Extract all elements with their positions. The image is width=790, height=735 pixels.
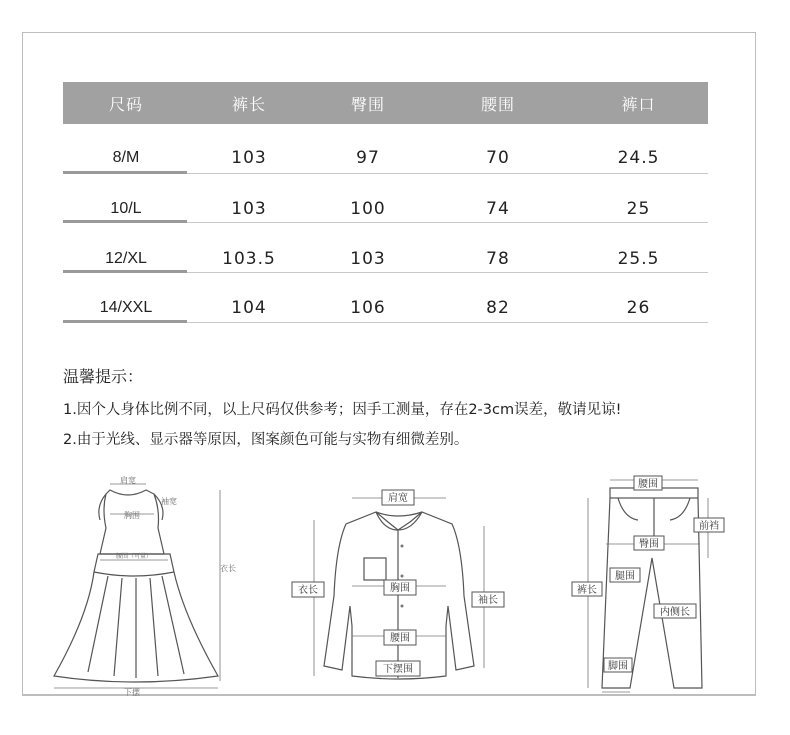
cell-size: 8/M [112, 149, 140, 166]
cell-leg-opening: 26 [626, 298, 651, 318]
row-size-underline [63, 171, 187, 174]
cell-hip: 103 [350, 249, 386, 269]
shirt-label-sleeve: 袖长 [478, 595, 498, 606]
cell-hip: 106 [350, 298, 386, 318]
dress-label-chest: 胸围 [124, 511, 140, 520]
cell-leg-opening: 24.5 [617, 148, 660, 168]
tip-line-1: 1.因个人身体比例不同，以上尺码仅供参考；因手工测量，存在2-3cm误差，敬请见谅! [63, 402, 622, 418]
cell-size: 12/XL [105, 250, 147, 267]
row-size-underline [63, 320, 187, 323]
pants-label-thigh: 腿围 [615, 571, 635, 582]
cell-pants-length: 103 [231, 148, 267, 168]
cell-leg-opening: 25 [626, 199, 651, 219]
shirt-label-waist: 腰围 [390, 633, 410, 644]
cell-waist: 70 [486, 148, 510, 168]
dress-label-hem: 下摆 [124, 688, 140, 697]
pants-label-inseam: 内侧长 [660, 607, 690, 618]
cell-leg-opening: 25.5 [617, 249, 660, 269]
cell-hip: 97 [356, 148, 380, 168]
pants-label-hip: 臀围 [639, 539, 659, 550]
size-table-header [63, 82, 708, 124]
dress-label-side: 袖宽 [161, 497, 177, 506]
header-size: 尺码 [108, 94, 143, 114]
cell-size: 10/L [110, 200, 142, 217]
cell-pants-length: 104 [231, 298, 267, 318]
pants-label-length: 裤长 [577, 585, 597, 596]
tips-title: 温馨提示： [63, 367, 144, 386]
shirt-label-shoulder: 肩宽 [388, 493, 408, 504]
header-leg-opening: 裤口 [621, 94, 656, 114]
pants-diagram [568, 474, 738, 694]
cell-pants-length: 103 [231, 199, 267, 219]
dress-label-waist: 腰围（可量） [115, 553, 153, 560]
cell-waist: 82 [486, 298, 510, 318]
pants-label-waist: 腰围 [638, 479, 658, 490]
cell-hip: 100 [350, 199, 386, 219]
shirt-label-chest: 胸围 [390, 583, 410, 594]
pants-label-ankle: 脚围 [608, 661, 628, 672]
header-hip: 臀围 [350, 94, 385, 114]
shirt-label-length: 衣长 [298, 585, 318, 596]
dress-label-top: 肩宽 [120, 476, 136, 485]
header-waist: 腰围 [480, 94, 515, 114]
shirt-diagram [288, 486, 510, 686]
cell-size: 14/XXL [99, 299, 153, 316]
header-pants-length: 裤长 [231, 94, 266, 114]
row-size-underline [63, 220, 187, 223]
table-row [63, 293, 708, 323]
cell-pants-length: 103.5 [222, 249, 276, 269]
cell-waist: 74 [486, 199, 510, 219]
dress-label-length: 衣长 [220, 564, 236, 573]
dress-diagram [48, 476, 248, 696]
table-row [63, 143, 708, 173]
tip-line-2: 2.由于光线、显示器等原因，图案颜色可能与实物有细微差别。 [63, 432, 469, 448]
cell-waist: 78 [486, 249, 510, 269]
pants-label-rise: 前裆 [699, 521, 719, 532]
row-size-underline [63, 270, 187, 273]
shirt-label-hem: 下摆围 [383, 664, 413, 675]
